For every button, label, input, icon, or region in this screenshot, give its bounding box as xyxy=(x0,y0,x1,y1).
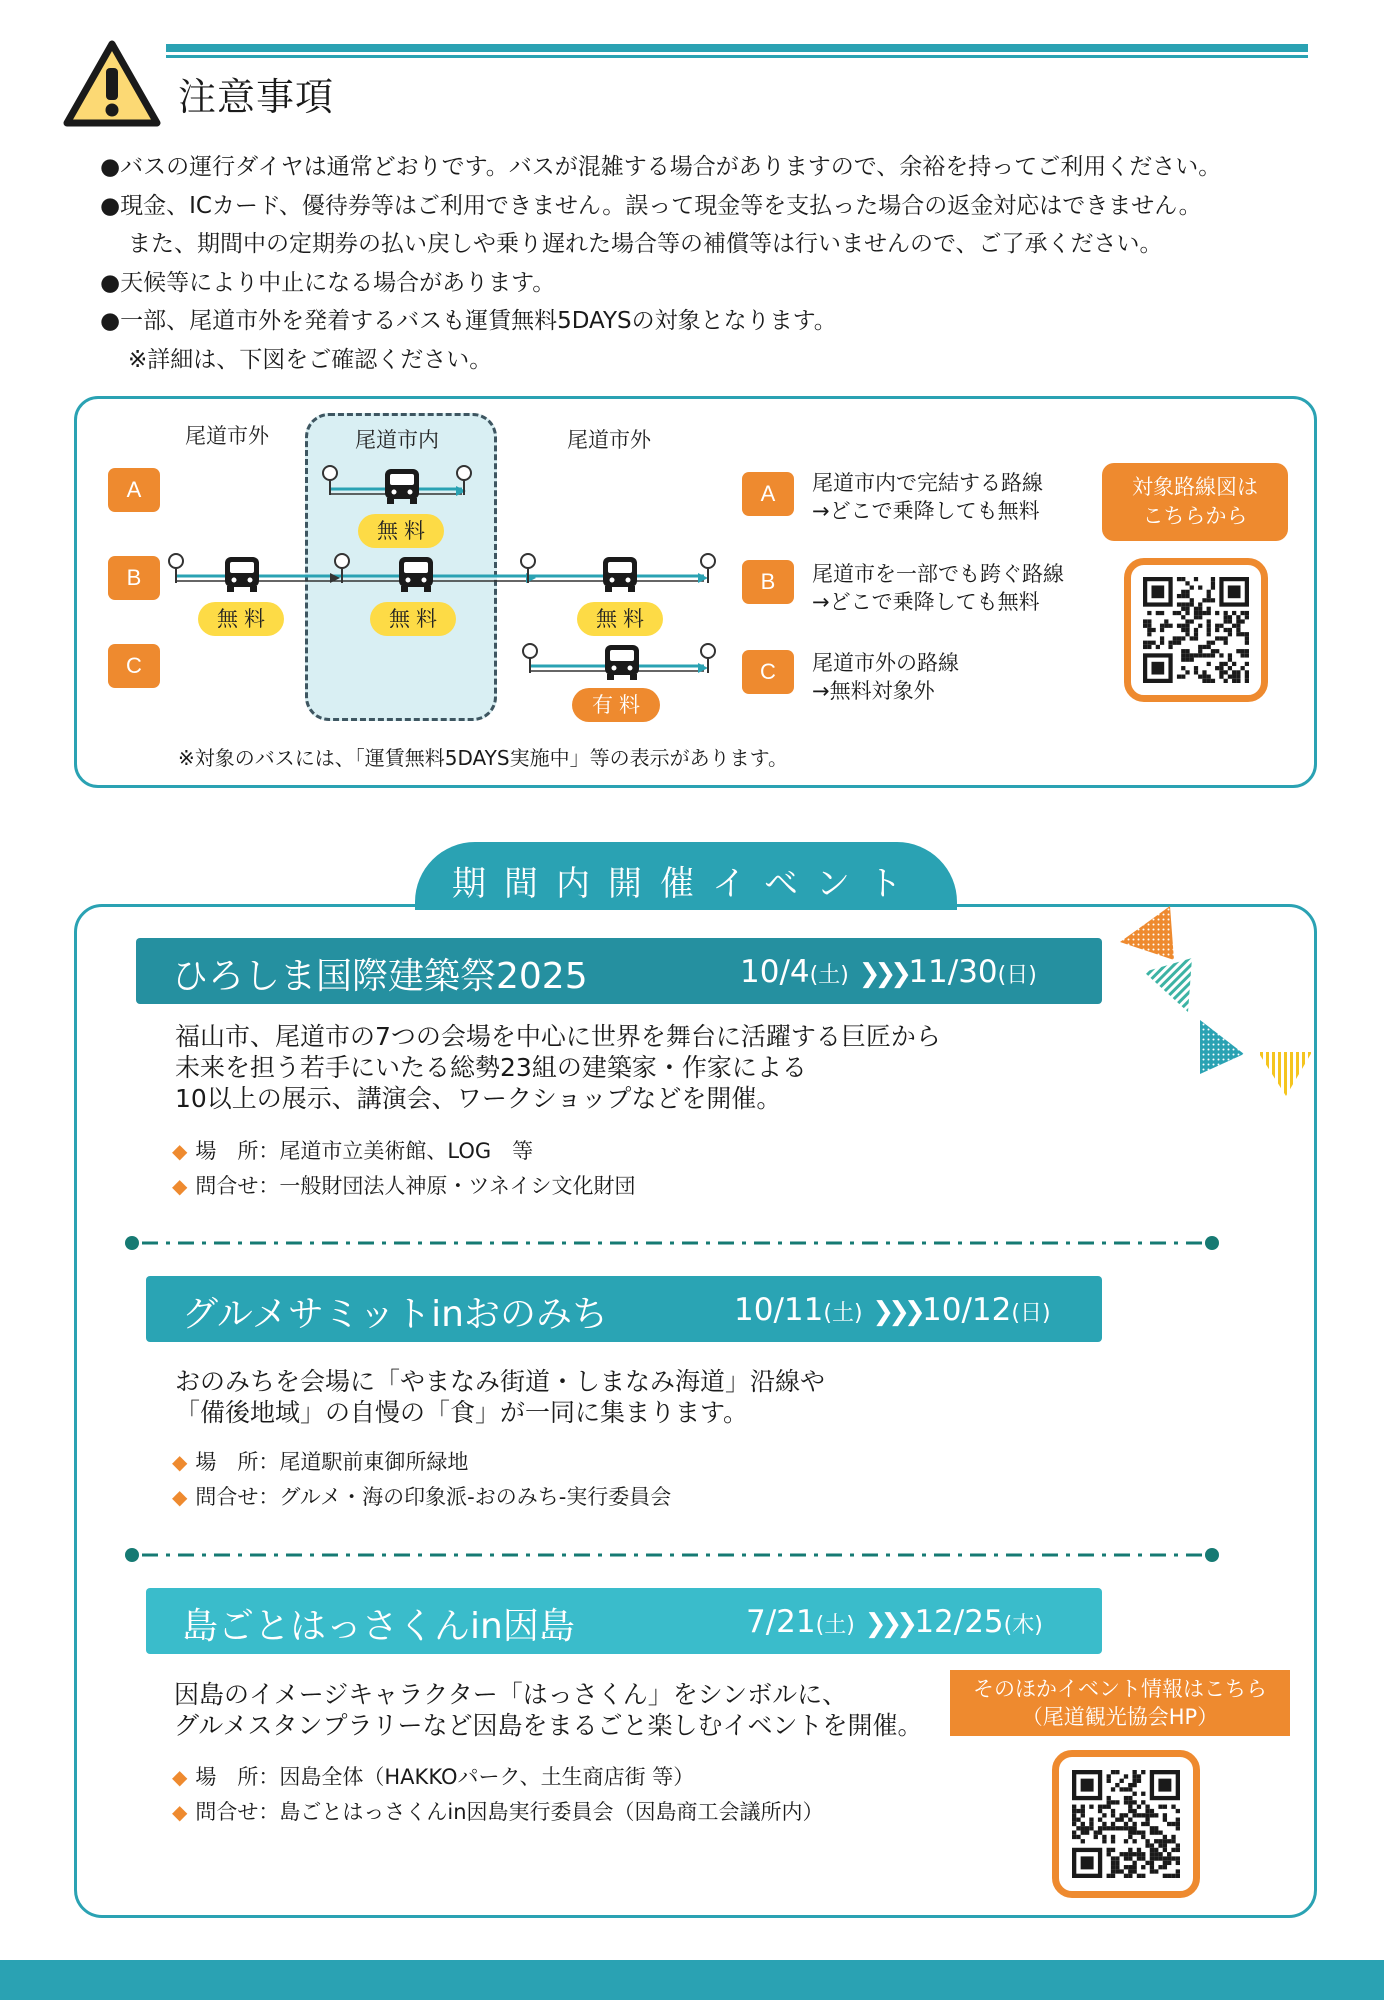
event-date-end: 12/25 xyxy=(914,1604,1004,1640)
note-item: ●天候等により中止になる場合があります。 xyxy=(100,269,556,296)
legend-a-text xyxy=(812,469,1043,525)
more-events-line2: （尾道観光協会HP） xyxy=(1021,1705,1219,1729)
route-letter-b: B xyxy=(108,556,160,600)
event-desc-line: 未来を担う若手にいたる総勢23組の建築家・作家による xyxy=(175,1053,807,1082)
event-bar xyxy=(136,938,1102,1004)
event-contact: 問合せ：島ごとはっさくんin因島実行委員会（因島商工会議所内） xyxy=(195,1800,824,1824)
event-desc-line: 10以上の展示、講演会、ワークショップなどを開催。 xyxy=(175,1084,782,1113)
event-description xyxy=(175,1366,825,1428)
event-contact: 問合せ：グルメ・海の印象派-おのみち-実行委員会 xyxy=(195,1485,672,1509)
dash-dot-divider xyxy=(124,1235,1220,1251)
caution-title: 注意事項 xyxy=(178,75,335,119)
fare-pill-paid: 有料 xyxy=(572,688,660,722)
bus-icon xyxy=(385,469,419,504)
diamond-bullet-icon: ◆ xyxy=(172,1139,188,1163)
event-venue: 場 所：尾道駅前東御所緑地 xyxy=(195,1450,469,1474)
legend-a-line2: →どこで乗降しても無料 xyxy=(812,499,1040,523)
diamond-bullet-icon: ◆ xyxy=(172,1174,188,1198)
event-dow-start: 土 xyxy=(824,1613,847,1638)
event-date-start: 7/21 xyxy=(746,1604,816,1640)
zone-label-inside: 尾道市内 xyxy=(355,428,439,452)
event-desc-line: グルメスタンプラリーなど因島をまるごと楽しむイベントを開催。 xyxy=(174,1711,923,1740)
legend-letter-a: A xyxy=(742,472,794,516)
legend-letter-b: B xyxy=(742,560,794,604)
note-item: ●一部、尾道市外を発着するバスも運賃無料5DAYSの対象となります。 xyxy=(100,308,837,334)
event-contact: 問合せ：一般財団法人神原・ツネイシ文化財団 xyxy=(195,1174,636,1198)
diamond-bullet-icon: ◆ xyxy=(172,1450,188,1474)
route-map-button[interactable] xyxy=(1102,463,1288,541)
zone-label-outside-left: 尾道市外 xyxy=(185,424,269,448)
zone-label-outside-right: 尾道市外 xyxy=(567,428,651,452)
route-letter-c: C xyxy=(108,644,160,688)
event-dates: 10/4(土) ❯❯❯ 11/30(日) xyxy=(740,954,1037,990)
legend-b-line1: 尾道市を一部でも跨ぐ路線 xyxy=(812,562,1064,586)
bus-icon xyxy=(399,557,433,592)
route-map-button-line2: こちらから xyxy=(1142,504,1248,528)
warning-icon xyxy=(62,38,162,130)
event-name: グルメサミットinおのみち xyxy=(182,1294,608,1335)
fare-pill-free: 無料 xyxy=(577,602,663,636)
event-desc-line: 因島のイメージキャラクター「はっさくん」をシンボルに、 xyxy=(174,1680,848,1709)
qr-code-icon xyxy=(1072,1770,1180,1878)
caution-notes xyxy=(100,148,1330,379)
event-date-start: 10/4 xyxy=(740,954,810,990)
header-rule xyxy=(166,44,1308,52)
diamond-bullet-icon: ◆ xyxy=(172,1765,188,1789)
event-dow-end: 日 xyxy=(1006,963,1029,988)
route-map-button-line1: 対象路線図は xyxy=(1132,475,1258,499)
event-venue: 場 所：尾道市立美術館、LOG 等 xyxy=(195,1139,534,1163)
events-title: 期間内開催イベント xyxy=(452,864,920,904)
note-item: ※詳細は、下図をご確認ください。 xyxy=(128,346,493,373)
more-events-line1: そのほかイベント情報はこちら xyxy=(973,1677,1267,1701)
legend-letter-c: C xyxy=(742,650,794,694)
bus-icon xyxy=(603,557,637,592)
legend-c-text xyxy=(812,649,959,705)
dash-dot-divider xyxy=(124,1547,1220,1563)
event-name: 島ごとはっさくんin因島 xyxy=(182,1606,575,1647)
legend-b-line2: →どこで乗降しても無料 xyxy=(812,590,1040,614)
tourism-hp-qr[interactable] xyxy=(1052,1750,1200,1898)
event-description xyxy=(174,1679,923,1741)
event-name: ひろしま国際建築祭2025 xyxy=(172,956,588,997)
event-dates: 10/11(土) ❯❯❯ 10/12(日) xyxy=(734,1292,1051,1328)
event-desc-line: おのみちを会場に「やまなみ街道・しまなみ海道」沿線や xyxy=(175,1367,826,1396)
qr-code-icon xyxy=(1143,577,1249,683)
bus-icon xyxy=(225,557,259,592)
arrow-icon: ❯❯❯ xyxy=(858,959,909,989)
event-dates: 7/21(土) ❯❯❯ 12/25(木) xyxy=(746,1604,1043,1640)
route-letter-a: A xyxy=(108,468,160,512)
header-rule-thin xyxy=(166,55,1308,58)
arrow-icon: ❯❯❯ xyxy=(872,1297,923,1327)
bus-stop-icon xyxy=(169,554,183,583)
bunting-flags-icon xyxy=(1116,902,1312,1102)
event-dow-start: 土 xyxy=(818,963,841,988)
event-description xyxy=(175,1021,941,1114)
bus-icon xyxy=(605,645,639,680)
note-item: ●バスの運行ダイヤは通常どおりです。バスが混雑する場合がありますので、余裕を持ってご利用ください。 xyxy=(100,154,1222,180)
event-dow-end: 日 xyxy=(1019,1301,1042,1326)
legend-c-line2: →無料対象外 xyxy=(812,679,935,703)
note-item: ●現金、ICカード、優待券等はご利用できません。誤って現金等を支払った場合の返金対応はできません。 xyxy=(100,192,1202,219)
event-desc-line: 「備後地域」の自慢の「食」が一同に集まります。 xyxy=(175,1398,749,1427)
fare-pill-free: 無料 xyxy=(198,602,284,636)
event-venue: 場 所：因島全体（HAKKOパーク、土生商店街 等） xyxy=(195,1765,695,1789)
arrow-icon: ❯❯❯ xyxy=(864,1609,915,1639)
event-dow-end: 木 xyxy=(1012,1613,1035,1638)
footer-band xyxy=(0,1960,1384,2000)
route-lines xyxy=(160,455,720,685)
event-info xyxy=(172,1445,671,1515)
route-note: ※対象のバスには、「運賃無料5DAYS実施中」等の表示があります。 xyxy=(178,746,788,770)
bus-stop-icon xyxy=(323,466,337,495)
route-map-qr[interactable] xyxy=(1124,558,1268,702)
event-bar xyxy=(146,1276,1102,1342)
diamond-bullet-icon: ◆ xyxy=(172,1800,188,1824)
note-item: また、期間中の定期券の払い戻しや乗り遅れた場合等の補償等は行いませんので、ご了承ください。 xyxy=(128,231,1163,257)
event-dow-start: 土 xyxy=(831,1301,854,1326)
event-date-end: 11/30 xyxy=(908,954,998,990)
event-info xyxy=(172,1760,824,1830)
more-events-button[interactable] xyxy=(950,1670,1290,1736)
legend-a-line1: 尾道市内で完結する路線 xyxy=(812,471,1043,495)
event-desc-line: 福山市、尾道市の7つの会場を中心に世界を舞台に活躍する巨匠から xyxy=(175,1022,941,1051)
fare-pill-free: 無料 xyxy=(370,602,456,636)
event-bar xyxy=(146,1588,1102,1654)
bus-stop-icon xyxy=(523,644,537,673)
event-date-end: 10/12 xyxy=(922,1292,1012,1328)
diamond-bullet-icon: ◆ xyxy=(172,1485,188,1509)
event-date-start: 10/11 xyxy=(734,1292,824,1328)
event-info xyxy=(172,1134,636,1204)
legend-b-text xyxy=(812,560,1064,616)
legend-c-line1: 尾道市外の路線 xyxy=(812,651,959,675)
fare-pill-free: 無料 xyxy=(358,514,444,548)
